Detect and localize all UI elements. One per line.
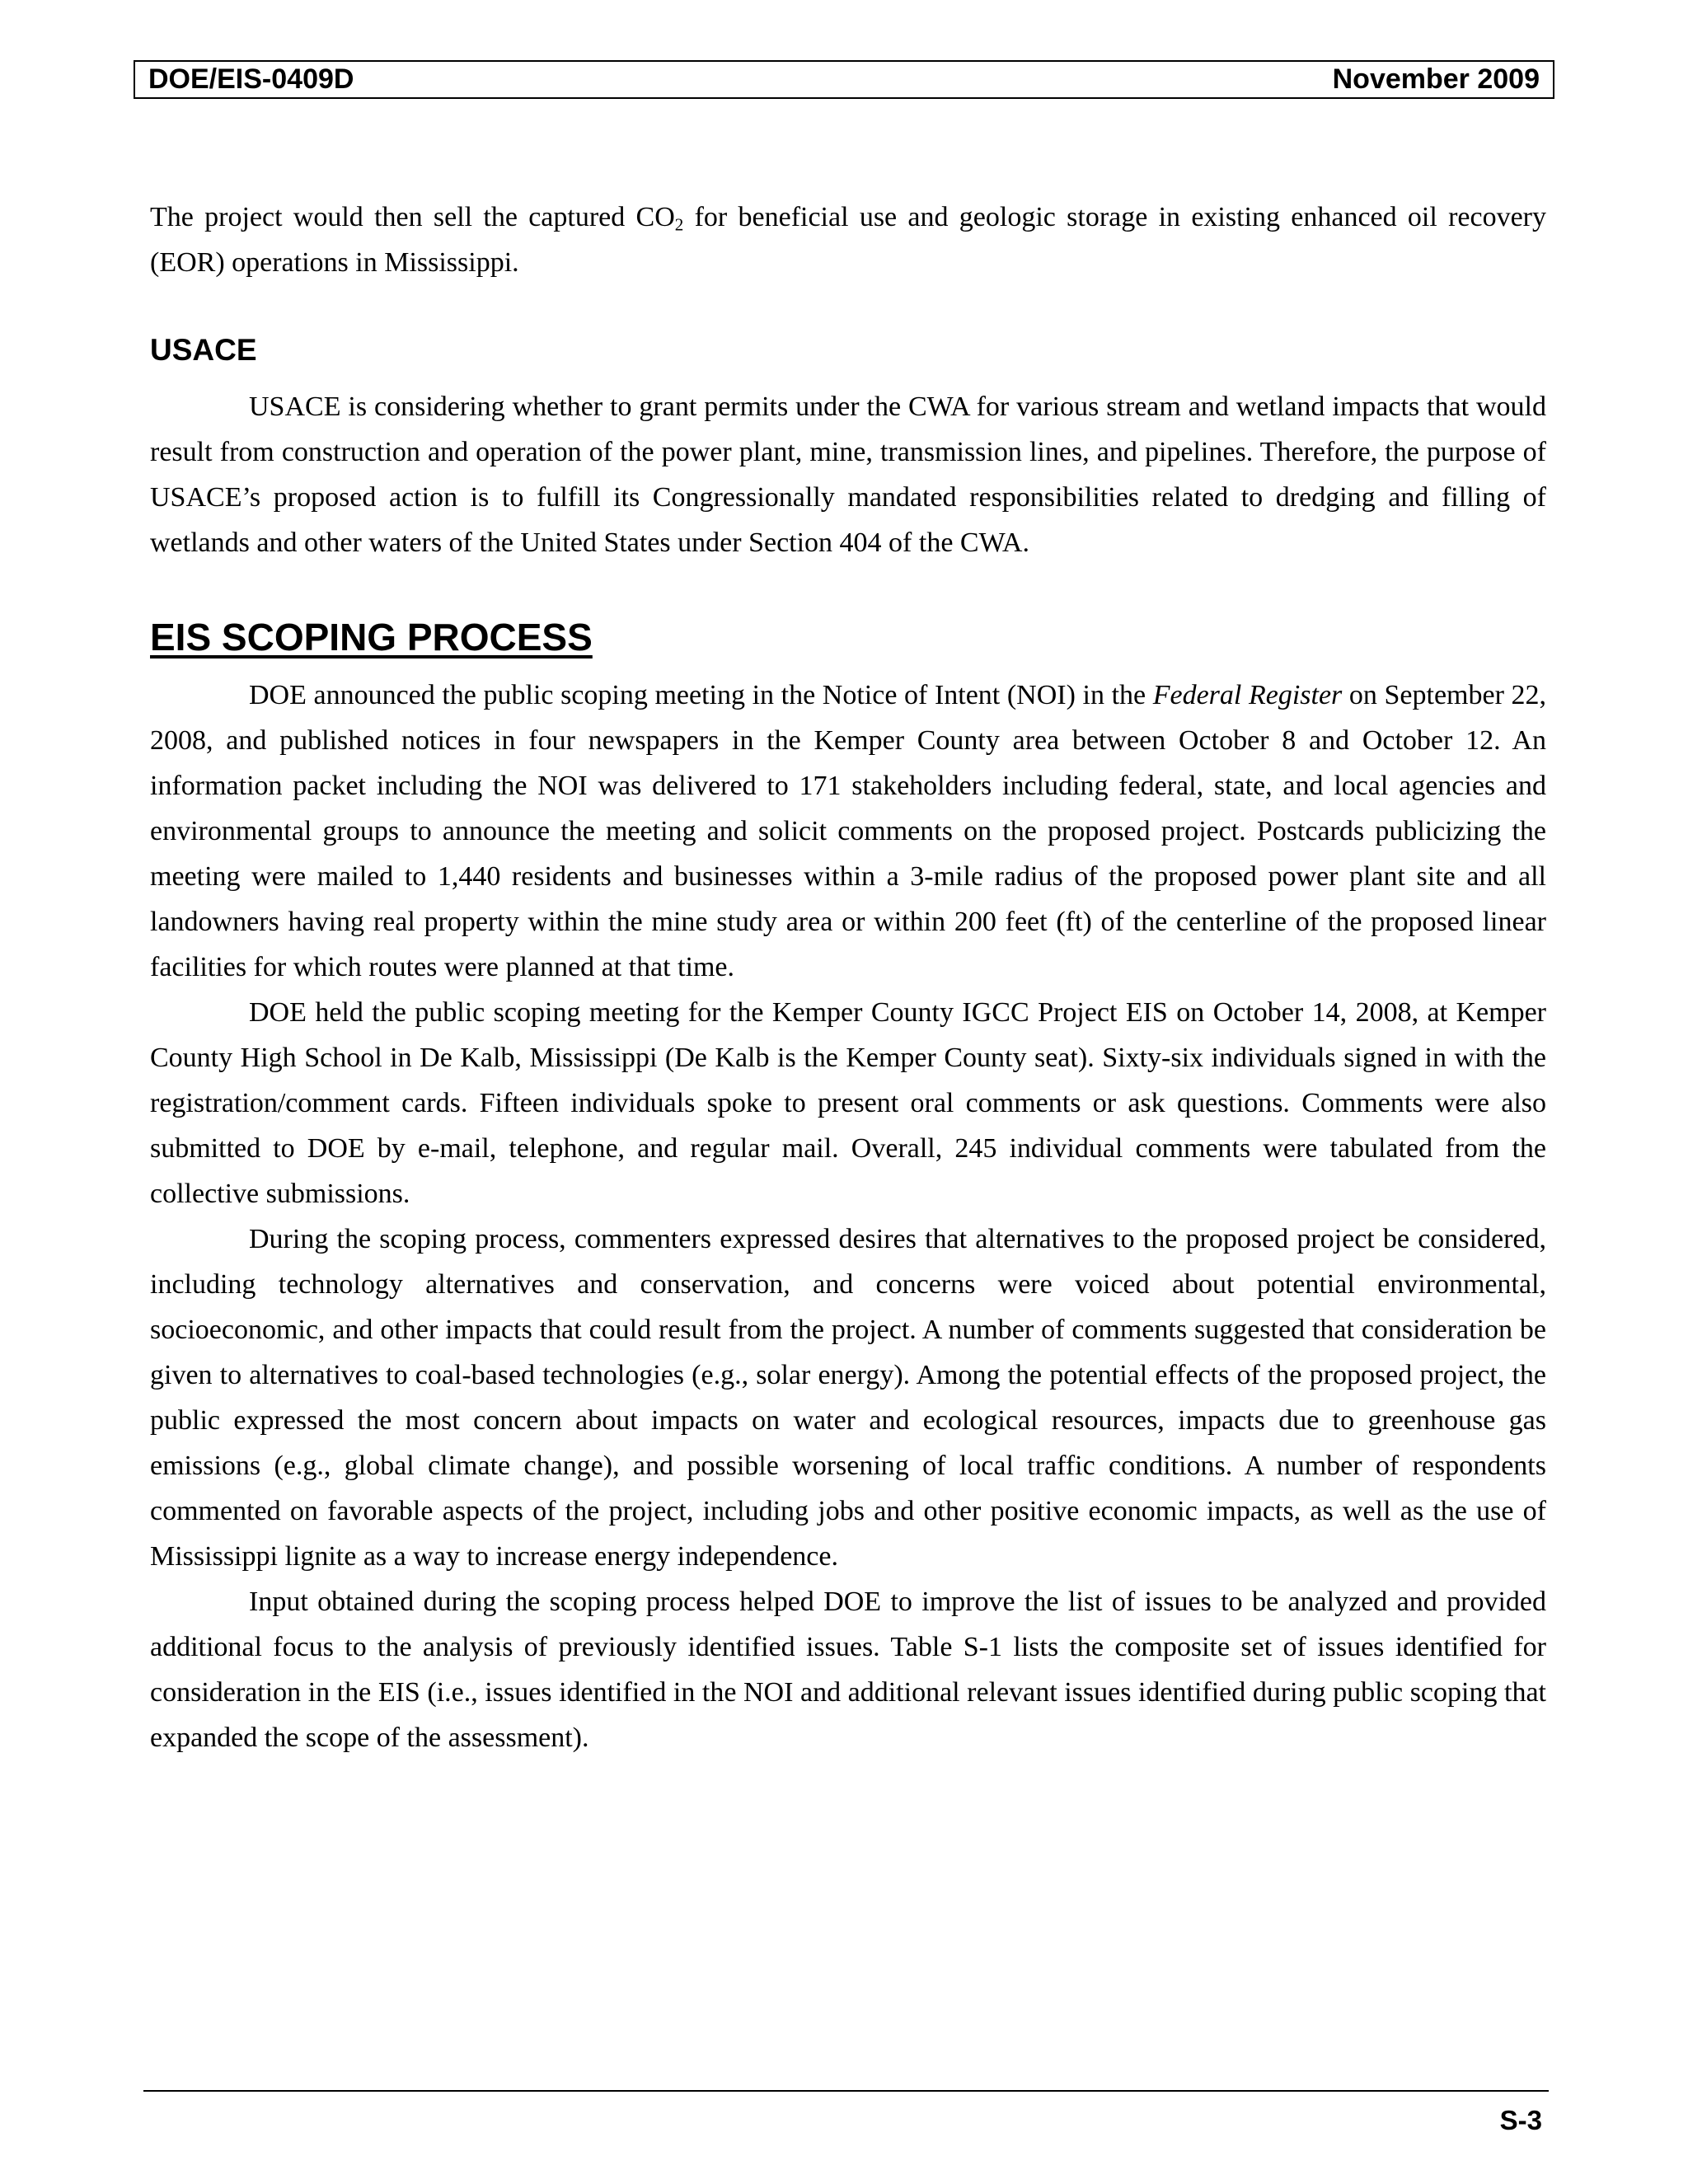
usace-paragraph: USACE is considering whether to grant permits under the CWA for various stream and wetland impacts that would result from construction and operation of the power plant, mine, transmission lines, and pipelines. Therefore, the purpose of USACE’s proposed action is to fulfill its Congressionally mandated responsibilities related to dredging and filling of wetlands and other waters of the United States under Section 404 of the CWA. (150, 391, 1546, 558)
document-date: November 2009 (1332, 63, 1540, 95)
co2-subscript: 2 (674, 214, 684, 235)
scoping-paragraph-1: DOE announced the public scoping meeting in the Notice of Intent (NOI) in the Federal Register on September 22, 2008, and published notices in four newspapers in the Kemper County area between October 8 and October 12. An information packet including the NOI was delivered to 171 stakeholders including federal, state, and local agencies and environmental groups to announce the meeting and solicit comments on the proposed project. Postcards publicizing the meeting were mailed to 1,440 residents and businesses within a 3-mile radius of the proposed power plant site and all landowners having real property within the mine study area or within 200 feet (ft) of the centerline of the proposed linear facilities for which routes were planned at that time. (150, 680, 1546, 982)
federal-register-title: Federal Register (1152, 680, 1343, 710)
eis-scoping-heading: EIS SCOPING PROCESS (150, 616, 593, 658)
footer-rule (143, 2090, 1549, 2092)
page-number: S-3 (1499, 2105, 1542, 2135)
usace-heading: USACE (150, 333, 257, 367)
document-id: DOE/EIS-0409D (148, 63, 354, 95)
scoping-paragraph-3: During the scoping process, commenters expressed desires that alternatives to the proposed project be considered, including technology alternatives and conservation, and concerns were voiced about potential environmental, socioeconomic, and other impacts that could result from the project. A number of comments suggested that consideration be given to alternatives to coal-based technologies (e.g., solar energy). Among the potential effects of the proposed project, the public expressed the most concern about impacts on water and ecological resources, impacts due to greenhouse gas emissions (e.g., global climate change), and possible worsening of local traffic conditions. A number of respondents commented on favorable aspects of the project, including jobs and other positive economic impacts, as well as the use of Mississippi lignite as a way to increase energy independence. (150, 1224, 1546, 1572)
page-header (134, 60, 1554, 99)
scoping-paragraph-4: Input obtained during the scoping process helped DOE to improve the list of issues to be analyzed and provided additional focus to the analysis of previously identified issues. Table S-1 lists the composite set of issues identified for consideration in the EIS (i.e., issues identified in the NOI and additional relevant issues identified during public scoping that expanded the scope of the assessment). (150, 1586, 1546, 1753)
intro-paragraph: The project would then sell the captured $CO_2$ for beneficial use and geologic storage in existing enhanced oil recovery (EOR) operations in Mississippi. (150, 202, 1546, 278)
usace-block (150, 384, 1546, 565)
intro-block (150, 194, 1546, 285)
scoping-paragraph-2: DOE held the public scoping meeting for the Kemper County IGCC Project EIS on October 14, 2008, at Kemper County High School in De Kalb, Mississippi (De Kalb is the Kemper County seat). Sixty-six individuals signed in with the registration/comment cards. Fifteen individuals spoke to present oral comments or ask questions. Comments were also submitted to DOE by e-mail, telephone, and regular mail. Overall, 245 individual comments were tabulated from the collective submissions. (150, 997, 1546, 1209)
eis-scoping-block (150, 673, 1546, 1760)
